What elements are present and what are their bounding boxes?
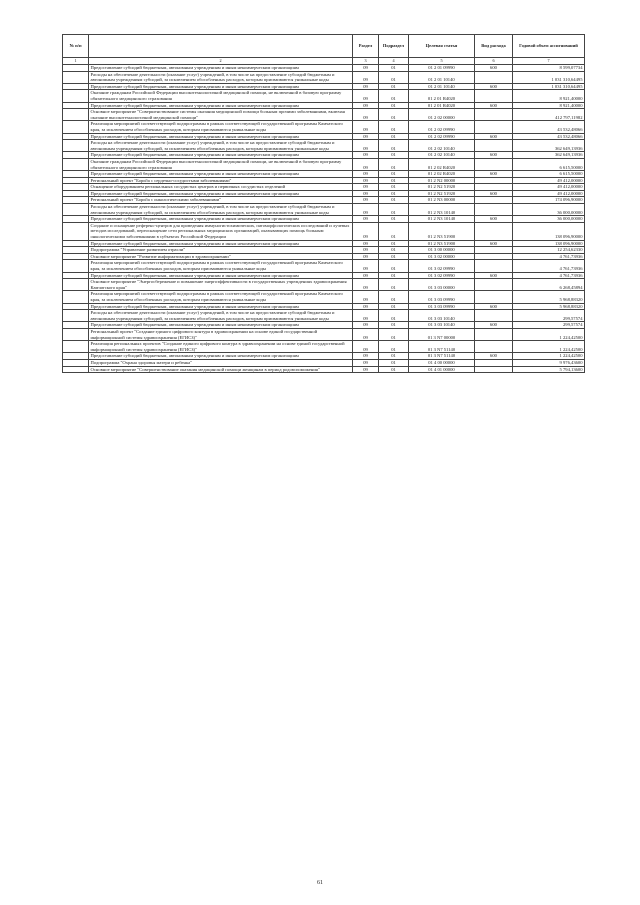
row-expense-type-cell — [475, 109, 513, 121]
row-podrazdel-cell: 01 — [379, 216, 409, 223]
row-target-article-cell: 01 2 02 09990 — [409, 133, 475, 140]
row-number-cell — [63, 109, 89, 121]
row-target-article-cell: 01 4 00 00000 — [409, 359, 475, 366]
row-target-article-cell: 01 2 01 10140 — [409, 71, 475, 83]
row-number-cell — [63, 121, 89, 133]
budget-table — [62, 34, 585, 373]
column-index: 1 — [63, 58, 89, 65]
row-target-article-cell: 01 3 03 09990 — [409, 303, 475, 310]
row-amount-cell: 43 532,48066 — [513, 133, 585, 140]
row-podrazdel-cell: 01 — [379, 328, 409, 340]
table-row — [63, 184, 585, 191]
table-row — [63, 260, 585, 272]
table-row — [63, 366, 585, 373]
row-name-cell: Основное мероприятие "Энергосбережение и повышение энергоэффективности в государственных учреждениях здравоохранения Камчатского края" — [89, 279, 353, 291]
row-name-cell: Расходы на обеспечение деятельности (оказание услуг) учреждений, в том числе на предоставление субсидий бюджетным и автономным учреждениям субсидий, за исключением обособленных расходов, которым присваиваются уникальные коды — [89, 204, 353, 216]
table-row — [63, 121, 585, 133]
row-amount-cell: 43 532,48066 — [513, 121, 585, 133]
row-expense-type-cell — [475, 279, 513, 291]
row-expense-type-cell: 600 — [475, 65, 513, 72]
table-row — [63, 140, 585, 152]
row-expense-type-cell: 600 — [475, 322, 513, 329]
row-name-cell: Предоставление субсидий бюджетным, автономным учреждениям и иным некоммерческим организациям — [89, 322, 353, 329]
row-expense-type-cell: 600 — [475, 102, 513, 109]
row-number-cell — [63, 310, 89, 322]
row-razdel-cell: 09 — [353, 272, 379, 279]
row-name-cell: Предоставление субсидий бюджетным, автономным учреждениям и иным некоммерческим организациям — [89, 216, 353, 223]
row-podrazdel-cell: 01 — [379, 71, 409, 83]
row-name-cell: Основное мероприятие "Развитие информатизации в здравоохранении" — [89, 253, 353, 260]
row-name-cell: Предоставление субсидий бюджетным, автономным учреждениям и иным некоммерческим организациям — [89, 190, 353, 197]
row-expense-type-cell — [475, 90, 513, 102]
row-amount-cell: 36 000,00000 — [513, 204, 585, 216]
row-number-cell — [63, 204, 89, 216]
row-expense-type-cell — [475, 328, 513, 340]
row-razdel-cell: 09 — [353, 204, 379, 216]
row-name-cell: Расходы на обеспечение деятельности (оказание услуг) учреждений, в том числе на предоставление субсидий бюджетным и автономным учреждениям субсидий, за исключением обособленных расходов, которым присваиваются уникальные коды — [89, 140, 353, 152]
row-amount-cell: 49 412,00000 — [513, 190, 585, 197]
row-number-cell — [63, 291, 89, 303]
table-row — [63, 102, 585, 109]
row-number-cell — [63, 83, 89, 90]
row-name-cell: Реализация мероприятий соответствующей подпрограммы в рамках соответствующей государственной программы Камчатского края, за исключением обособленных расходов, которым присваиваются уникальные коды — [89, 121, 353, 133]
row-podrazdel-cell: 01 — [379, 121, 409, 133]
row-target-article-cell: 01 2 N3 51900 — [409, 240, 475, 247]
row-name-cell: Предоставление субсидий бюджетным, автономным учреждениям и иным некоммерческим организациям — [89, 133, 353, 140]
row-podrazdel-cell: 01 — [379, 65, 409, 72]
row-name-cell: Региональный проект "Создание единого цифрового контура в здравоохранении на основе единой государственной информационной системы здравоохранения (ЕГИСЗ)" — [89, 328, 353, 340]
column-index: 2 — [89, 58, 353, 65]
header-target-article: Целевая статья — [409, 35, 475, 58]
row-number-cell — [63, 140, 89, 152]
row-expense-type-cell — [475, 222, 513, 240]
row-name-cell: Оказание гражданам Российской Федерации высокотехнологичной медицинской помощи, не включенной в базовую программу обязательного медицинского страхования — [89, 90, 353, 102]
row-amount-cell: 8 599,07734 — [513, 65, 585, 72]
row-target-article-cell: 01 3 03 09990 — [409, 291, 475, 303]
row-name-cell: Предоставление субсидий бюджетным, автономным учреждениям и иным некоммерческим организациям — [89, 102, 353, 109]
row-number-cell — [63, 359, 89, 366]
row-name-cell: Предоставление субсидий бюджетным, автономным учреждениям и иным некоммерческим организациям — [89, 240, 353, 247]
row-amount-cell: 9 976,43600 — [513, 359, 585, 366]
row-expense-type-cell — [475, 177, 513, 184]
row-expense-type-cell: 600 — [475, 216, 513, 223]
row-razdel-cell: 09 — [353, 133, 379, 140]
row-podrazdel-cell: 01 — [379, 359, 409, 366]
row-target-article-cell: 01 2 02 09990 — [409, 121, 475, 133]
row-razdel-cell: 09 — [353, 279, 379, 291]
row-name-cell: Основное мероприятие "Совершенствование системы оказания медицинской помощи больным прочими заболеваниями, включая оказание высокотехнологичной медицинской помощи" — [89, 109, 353, 121]
row-number-cell — [63, 222, 89, 240]
row-podrazdel-cell: 01 — [379, 171, 409, 178]
row-amount-cell: 138 096,90000 — [513, 240, 585, 247]
row-podrazdel-cell: 01 — [379, 133, 409, 140]
row-target-article-cell: 01 2 N2 51920 — [409, 190, 475, 197]
row-podrazdel-cell: 01 — [379, 109, 409, 121]
row-amount-cell: 6 268,45894 — [513, 279, 585, 291]
row-amount-cell: 49 412,00000 — [513, 184, 585, 191]
row-target-article-cell: 01 2 02 R4020 — [409, 171, 475, 178]
row-razdel-cell: 09 — [353, 158, 379, 170]
row-target-article-cell: 01 2 N2 51920 — [409, 184, 475, 191]
row-expense-type-cell — [475, 359, 513, 366]
row-name-cell: Предоставление субсидий бюджетным, автономным учреждениям и иным некоммерческим организациям — [89, 353, 353, 360]
row-razdel-cell: 09 — [353, 322, 379, 329]
table-header — [63, 35, 585, 65]
row-expense-type-cell: 600 — [475, 190, 513, 197]
row-razdel-cell: 09 — [353, 216, 379, 223]
row-razdel-cell: 09 — [353, 328, 379, 340]
row-target-article-cell: 01 2 01 10140 — [409, 83, 475, 90]
row-name-cell: Оснащение оборудованием региональных сосудистых центров и первичных сосудистых отделений — [89, 184, 353, 191]
row-amount-cell: 299,57574 — [513, 322, 585, 329]
page-number: 61 — [317, 880, 323, 886]
row-podrazdel-cell: 01 — [379, 279, 409, 291]
column-index: 7 — [513, 58, 585, 65]
row-number-cell — [63, 184, 89, 191]
row-target-article-cell: 01 4 01 00000 — [409, 366, 475, 373]
table-row — [63, 359, 585, 366]
row-razdel-cell: 09 — [353, 71, 379, 83]
row-podrazdel-cell: 01 — [379, 240, 409, 247]
row-podrazdel-cell: 01 — [379, 90, 409, 102]
row-amount-cell: 5 968,88320 — [513, 291, 585, 303]
row-number-cell — [63, 71, 89, 83]
table-row — [63, 204, 585, 216]
row-podrazdel-cell: 01 — [379, 177, 409, 184]
table-row — [63, 177, 585, 184]
table-row — [63, 303, 585, 310]
row-amount-cell: 4 761,73936 — [513, 272, 585, 279]
row-razdel-cell: 09 — [353, 184, 379, 191]
row-expense-type-cell: 600 — [475, 272, 513, 279]
row-podrazdel-cell: 01 — [379, 184, 409, 191]
row-amount-cell: 1 031 310,64495 — [513, 71, 585, 83]
row-podrazdel-cell: 01 — [379, 222, 409, 240]
row-podrazdel-cell: 01 — [379, 102, 409, 109]
row-name-cell: Реализация мероприятий соответствующей подпрограммы в рамках соответствующей государственной программы Камчатского края, за исключением обособленных расходов, которым присваиваются уникальные коды — [89, 260, 353, 272]
header-row — [63, 35, 585, 58]
row-podrazdel-cell: 01 — [379, 140, 409, 152]
row-razdel-cell: 09 — [353, 222, 379, 240]
row-name-cell: Подпрограмма "Охрана здоровья матери и ребенка" — [89, 359, 353, 366]
row-amount-cell: 362 649,13936 — [513, 152, 585, 159]
row-amount-cell: 6 615,50000 — [513, 171, 585, 178]
row-expense-type-cell: 600 — [475, 353, 513, 360]
row-amount-cell: 12 254,62330 — [513, 247, 585, 254]
row-name-cell: Оказание гражданам Российской Федерации высокотехнологичной медицинской помощи, не включенной в базовую программу обязательного медицинского страхования — [89, 158, 353, 170]
row-expense-type-cell — [475, 341, 513, 353]
header-podrazdel: Подраздел — [379, 35, 409, 58]
row-podrazdel-cell: 01 — [379, 353, 409, 360]
row-number-cell — [63, 353, 89, 360]
table-body — [63, 65, 585, 373]
table-row — [63, 133, 585, 140]
row-expense-type-cell — [475, 184, 513, 191]
row-number-cell — [63, 240, 89, 247]
table-row — [63, 71, 585, 83]
row-name-cell: Предоставление субсидий бюджетным, автономным учреждениям и иным некоммерческим организациям — [89, 65, 353, 72]
row-number-cell — [63, 177, 89, 184]
row-razdel-cell: 09 — [353, 109, 379, 121]
row-razdel-cell: 09 — [353, 171, 379, 178]
row-target-article-cell: 01 3 N7 51140 — [409, 353, 475, 360]
row-name-cell: Подпрограмма "Управление развитием отрасли" — [89, 247, 353, 254]
row-expense-type-cell — [475, 247, 513, 254]
row-name-cell: Региональный проект "Борьба с сердечно-сосудистыми заболеваниями" — [89, 177, 353, 184]
column-index: 5 — [409, 58, 475, 65]
row-number-cell — [63, 158, 89, 170]
row-amount-cell: 299,57574 — [513, 310, 585, 322]
row-expense-type-cell: 600 — [475, 240, 513, 247]
table-row — [63, 272, 585, 279]
table-row — [63, 353, 585, 360]
row-target-article-cell: 01 2 01 R4020 — [409, 102, 475, 109]
row-expense-type-cell — [475, 197, 513, 204]
row-name-cell: Основное мероприятие "Совершенствование оказания медицинской помощи женщинам в период родовспоможения" — [89, 366, 353, 373]
row-target-article-cell: 01 2 N3 10140 — [409, 216, 475, 223]
row-expense-type-cell: 600 — [475, 303, 513, 310]
row-amount-cell: 1 224,42500 — [513, 353, 585, 360]
row-name-cell: Предоставление субсидий бюджетным, автономным учреждениям и иным некоммерческим организациям — [89, 303, 353, 310]
table-row — [63, 291, 585, 303]
row-number-cell — [63, 171, 89, 178]
column-index-row — [63, 58, 585, 65]
row-expense-type-cell: 600 — [475, 152, 513, 159]
row-podrazdel-cell: 01 — [379, 341, 409, 353]
row-podrazdel-cell: 01 — [379, 366, 409, 373]
row-razdel-cell: 09 — [353, 253, 379, 260]
row-razdel-cell: 09 — [353, 90, 379, 102]
row-target-article-cell: 01 2 01 09990 — [409, 65, 475, 72]
row-razdel-cell: 09 — [353, 353, 379, 360]
row-expense-type-cell: 600 — [475, 171, 513, 178]
row-razdel-cell: 09 — [353, 65, 379, 72]
row-number-cell — [63, 247, 89, 254]
row-amount-cell: 5 794,13600 — [513, 366, 585, 373]
row-razdel-cell: 09 — [353, 190, 379, 197]
row-number-cell — [63, 366, 89, 373]
row-name-cell: Реализация мероприятий соответствующей подпрограммы в рамках соответствующей государственной программы Камчатского края, за исключением обособленных расходов, которым присваиваются уникальные коды — [89, 291, 353, 303]
row-target-article-cell: 01 3 N7 00000 — [409, 328, 475, 340]
row-target-article-cell: 01 3 02 09990 — [409, 260, 475, 272]
row-target-article-cell: 01 2 N3 00000 — [409, 197, 475, 204]
row-podrazdel-cell: 01 — [379, 260, 409, 272]
row-target-article-cell: 01 3 03 10140 — [409, 322, 475, 329]
table-row — [63, 240, 585, 247]
table-row — [63, 190, 585, 197]
row-amount-cell: 412 797,11982 — [513, 109, 585, 121]
row-amount-cell: 8 921,40000 — [513, 90, 585, 102]
row-name-cell: Расходы на обеспечение деятельности (оказание услуг) учреждений, в том числе на предоставление субсидий бюджетным и автономным учреждениям субсидий, за исключением обособленных расходов, которым присваиваются уникальные коды — [89, 310, 353, 322]
row-expense-type-cell — [475, 158, 513, 170]
table-row — [63, 109, 585, 121]
row-number-cell — [63, 328, 89, 340]
row-podrazdel-cell: 01 — [379, 190, 409, 197]
table-row — [63, 197, 585, 204]
row-expense-type-cell — [475, 204, 513, 216]
table-row — [63, 341, 585, 353]
row-podrazdel-cell: 01 — [379, 247, 409, 254]
table-row — [63, 253, 585, 260]
row-razdel-cell: 09 — [353, 102, 379, 109]
row-expense-type-cell: 600 — [475, 133, 513, 140]
row-amount-cell: 4 761,73936 — [513, 253, 585, 260]
row-number-cell — [63, 260, 89, 272]
row-expense-type-cell — [475, 71, 513, 83]
table-row — [63, 171, 585, 178]
row-amount-cell: 8 921,40000 — [513, 102, 585, 109]
table-row — [63, 158, 585, 170]
row-target-article-cell: 01 2 N2 00000 — [409, 177, 475, 184]
row-name-cell: Создание и оснащение референс-центров для проведения иммуногистохимических, патоморфологических исследований и лучевых методов исследований, переоснащение сети региональных медицинских организаций, оказывающих помощь больным онкологическими заболеваниями в субъектах Российской Федерации — [89, 222, 353, 240]
table-row — [63, 322, 585, 329]
row-number-cell — [63, 190, 89, 197]
row-expense-type-cell — [475, 260, 513, 272]
row-podrazdel-cell: 01 — [379, 303, 409, 310]
row-name-cell: Предоставление субсидий бюджетным, автономным учреждениям и иным некоммерческим организациям — [89, 272, 353, 279]
row-podrazdel-cell: 01 — [379, 83, 409, 90]
row-number-cell — [63, 90, 89, 102]
row-target-article-cell: 01 3 03 00000 — [409, 279, 475, 291]
row-target-article-cell: 01 3 02 09990 — [409, 272, 475, 279]
table-row — [63, 279, 585, 291]
row-name-cell: Региональный проект "Борьба с онкологическими заболеваниями" — [89, 197, 353, 204]
row-amount-cell: 362 649,13936 — [513, 140, 585, 152]
row-amount-cell: 174 096,90000 — [513, 197, 585, 204]
row-target-article-cell: 01 2 N3 10140 — [409, 204, 475, 216]
row-target-article-cell: 01 3 N7 51140 — [409, 341, 475, 353]
table-row — [63, 90, 585, 102]
row-amount-cell: 138 096,90000 — [513, 222, 585, 240]
row-expense-type-cell — [475, 140, 513, 152]
row-amount-cell: 36 000,00000 — [513, 216, 585, 223]
header-expense-type: Вид расхода — [475, 35, 513, 58]
row-amount-cell: 6 615,50000 — [513, 158, 585, 170]
row-expense-type-cell — [475, 291, 513, 303]
row-razdel-cell: 09 — [353, 83, 379, 90]
row-number-cell — [63, 197, 89, 204]
row-number-cell — [63, 279, 89, 291]
row-expense-type-cell — [475, 310, 513, 322]
row-target-article-cell: 01 3 00 00000 — [409, 247, 475, 254]
row-number-cell — [63, 216, 89, 223]
row-number-cell — [63, 102, 89, 109]
column-index: 3 — [353, 58, 379, 65]
row-target-article-cell: 01 2 N3 51900 — [409, 222, 475, 240]
row-target-article-cell: 01 3 02 00000 — [409, 253, 475, 260]
row-podrazdel-cell: 01 — [379, 291, 409, 303]
table-row — [63, 65, 585, 72]
row-razdel-cell: 09 — [353, 341, 379, 353]
row-podrazdel-cell: 01 — [379, 158, 409, 170]
row-podrazdel-cell: 01 — [379, 197, 409, 204]
row-razdel-cell: 09 — [353, 240, 379, 247]
row-razdel-cell: 09 — [353, 310, 379, 322]
row-podrazdel-cell: 01 — [379, 322, 409, 329]
row-razdel-cell: 09 — [353, 291, 379, 303]
row-number-cell — [63, 65, 89, 72]
row-number-cell — [63, 253, 89, 260]
row-podrazdel-cell: 01 — [379, 253, 409, 260]
row-podrazdel-cell: 01 — [379, 152, 409, 159]
row-target-article-cell: 01 3 03 10140 — [409, 310, 475, 322]
row-number-cell — [63, 272, 89, 279]
row-target-article-cell: 01 2 02 00000 — [409, 109, 475, 121]
row-number-cell — [63, 133, 89, 140]
row-name-cell: Реализация региональных проектов "Создание единого цифрового контура в здравоохранении на основе единой государственной информационной системы здравоохранения (ЕГИСЗ)" — [89, 341, 353, 353]
row-podrazdel-cell: 01 — [379, 310, 409, 322]
table-row — [63, 152, 585, 159]
row-target-article-cell: 01 2 02 10140 — [409, 152, 475, 159]
header-annual-amount: Годовой объем ассигнований — [513, 35, 585, 58]
row-name-cell: Предоставление субсидий бюджетным, автономным учреждениям и иным некоммерческим организациям — [89, 152, 353, 159]
row-number-cell — [63, 303, 89, 310]
row-expense-type-cell — [475, 121, 513, 133]
row-podrazdel-cell: 01 — [379, 204, 409, 216]
header-razdel: Раздел — [353, 35, 379, 58]
row-target-article-cell: 01 2 02 10140 — [409, 140, 475, 152]
row-name-cell: Предоставление субсидий бюджетным, автономным учреждениям и иным некоммерческим организациям — [89, 171, 353, 178]
row-number-cell — [63, 322, 89, 329]
row-razdel-cell: 09 — [353, 121, 379, 133]
row-expense-type-cell — [475, 366, 513, 373]
table-row — [63, 83, 585, 90]
row-amount-cell: 1 224,42500 — [513, 341, 585, 353]
row-number-cell — [63, 152, 89, 159]
row-amount-cell: 1 031 310,64495 — [513, 83, 585, 90]
column-index: 4 — [379, 58, 409, 65]
column-index: 6 — [475, 58, 513, 65]
row-razdel-cell: 09 — [353, 140, 379, 152]
row-expense-type-cell — [475, 253, 513, 260]
row-razdel-cell: 09 — [353, 366, 379, 373]
row-razdel-cell: 09 — [353, 359, 379, 366]
row-razdel-cell: 09 — [353, 177, 379, 184]
row-razdel-cell: 09 — [353, 260, 379, 272]
row-expense-type-cell: 600 — [475, 83, 513, 90]
row-amount-cell: 5 968,88320 — [513, 303, 585, 310]
row-number-cell — [63, 341, 89, 353]
row-name-cell: Предоставление субсидий бюджетным, автономным учреждениям и иным некоммерческим организациям — [89, 83, 353, 90]
header-name — [89, 35, 353, 58]
header-num: № п/п — [63, 35, 89, 58]
row-razdel-cell: 09 — [353, 303, 379, 310]
table-row — [63, 216, 585, 223]
row-amount-cell: 1 224,42500 — [513, 328, 585, 340]
row-razdel-cell: 09 — [353, 247, 379, 254]
table-row — [63, 328, 585, 340]
row-target-article-cell: 01 2 02 R4020 — [409, 158, 475, 170]
row-amount-cell: 4 761,73936 — [513, 260, 585, 272]
row-amount-cell: 49 412,00000 — [513, 177, 585, 184]
table-row — [63, 247, 585, 254]
table-row — [63, 310, 585, 322]
row-name-cell: Расходы на обеспечение деятельности (оказание услуг) учреждений, в том числе на предоставление субсидий бюджетным и автономным учреждениям субсидий, за исключением обособленных расходов, которым присваиваются уникальные коды — [89, 71, 353, 83]
row-target-article-cell: 01 2 01 R4020 — [409, 90, 475, 102]
row-razdel-cell: 09 — [353, 152, 379, 159]
row-podrazdel-cell: 01 — [379, 272, 409, 279]
table-row — [63, 222, 585, 240]
row-razdel-cell: 09 — [353, 197, 379, 204]
